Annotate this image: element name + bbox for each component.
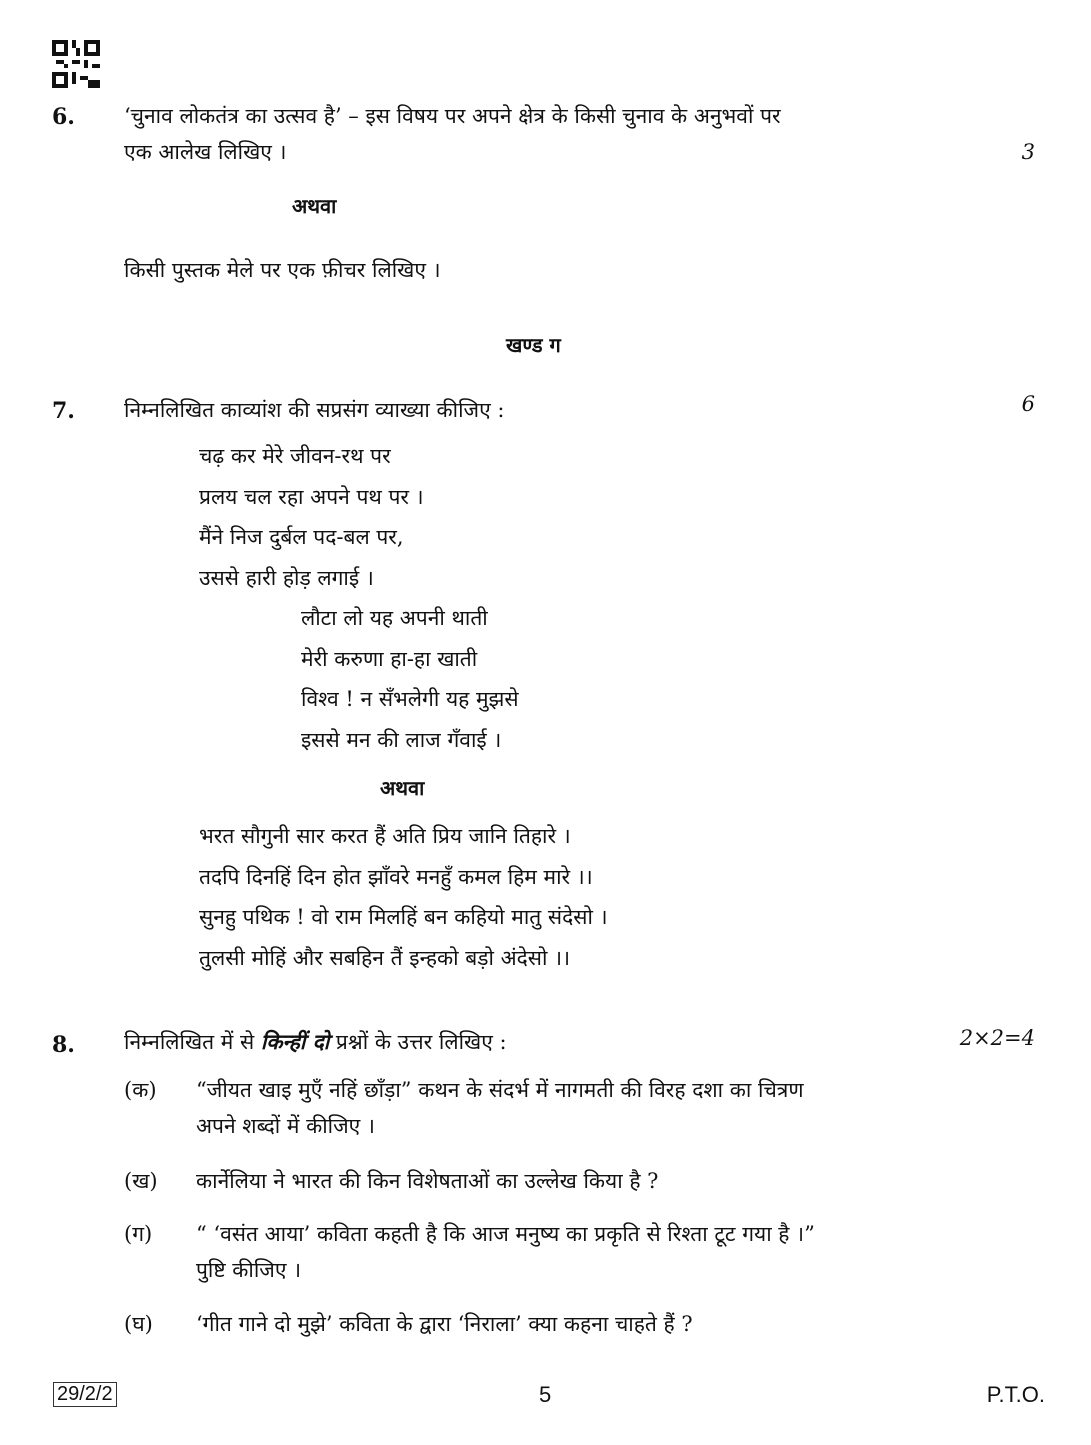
sub-question-line: पुष्टि कीजिए । bbox=[196, 1258, 302, 1282]
qr-code bbox=[52, 40, 100, 88]
question-number: 8. bbox=[52, 1032, 75, 1058]
sub-question-label: (क) bbox=[124, 1078, 157, 1102]
poem-line: मेरी करुणा हा-हा खाती bbox=[301, 646, 478, 671]
sub-question-gha bbox=[124, 1306, 994, 1342]
question-number: 7. bbox=[52, 398, 75, 424]
poem-line: प्रलय चल रहा अपने पथ पर । bbox=[199, 484, 424, 509]
question-8-prompt bbox=[124, 1024, 507, 1060]
sub-question-label: (घ) bbox=[124, 1312, 153, 1336]
question-6-alternative: किसी पुस्तक मेले पर एक फ़ीचर लिखिए । bbox=[124, 258, 441, 282]
question-8-prompt-end: प्रश्नों के उत्तर लिखिए : bbox=[335, 1030, 507, 1054]
poem-line: भरत सौगुनी सार करत हैं अति प्रिय जानि तिहारे । bbox=[199, 824, 571, 848]
section-heading: खण्ड ग bbox=[506, 333, 561, 357]
poem-line: उससे हारी होड़ लगाई । bbox=[199, 565, 374, 590]
page-number: 5 bbox=[539, 1382, 552, 1407]
or-heading: अथवा bbox=[380, 776, 425, 800]
poem-line: सुनहु पथिक ! वो राम मिलहिं बन कहियो मातु संदेसो । bbox=[199, 905, 608, 929]
sub-question-label: (ग) bbox=[124, 1222, 153, 1246]
poem-line: मैंने निज दुर्बल पद-बल पर, bbox=[199, 525, 404, 549]
sub-question-line: ‘गीत गाने दो मुझे’ कविता के द्वारा ‘निराला’ क्या कहना चाहते हैं ? bbox=[196, 1312, 693, 1336]
poem-line: तदपि दिनहिं दिन होत झाँवरे मनहुँ कमल हिम मारे ।। bbox=[199, 864, 593, 889]
sub-question-line: अपने शब्दों में कीजिए । bbox=[196, 1114, 375, 1138]
question-number: 6. bbox=[52, 104, 75, 130]
poem-line: इससे मन की लाज गँवाई । bbox=[301, 727, 502, 752]
question-8-prompt-start: निम्नलिखित में से bbox=[124, 1030, 255, 1054]
sub-question-line: “ ‘वसंत आया’ कविता कहती है कि आज मनुष्य का प्रकृति से रिश्ता टूट गया है ।” bbox=[196, 1222, 815, 1246]
poem-stanza-3 bbox=[199, 816, 608, 978]
or-heading: अथवा bbox=[292, 194, 337, 218]
poem-line: लौटा लो यह अपनी थाती bbox=[301, 606, 488, 630]
sub-question-line: कार्नेलिया ने भारत की किन विशेषताओं का उल्लेख किया है ? bbox=[196, 1169, 659, 1193]
sub-question-line: “जीयत खाइ मुएँ नहिं छाँड़ा” कथन के संदर्भ में नागमती की विरह दशा का चित्रण bbox=[196, 1078, 804, 1102]
poem-stanza-1 bbox=[199, 436, 424, 598]
sub-question-ka bbox=[124, 1072, 994, 1144]
pto-label: P.T.O. bbox=[986, 1382, 1045, 1407]
question-8-marks: 2×2=4 bbox=[959, 1026, 1035, 1050]
question-6-line-1: ‘चुनाव लोकतंत्र का उत्सव है’ – इस विषय पर अपने क्षेत्र के किसी चुनाव के अनुभवों पर bbox=[124, 104, 781, 128]
poem-stanza-2 bbox=[301, 598, 519, 760]
sub-question-ga bbox=[124, 1216, 994, 1288]
question-7-prompt: निम्नलिखित काव्यांश की सप्रसंग व्याख्या कीजिए : bbox=[124, 398, 505, 422]
question-7-marks: 6 bbox=[1021, 392, 1035, 416]
poem-line: तुलसी मोहिं और सबहिन तैं इन्हको बड़ो अंदेसो ।। bbox=[199, 945, 571, 970]
paper-code: 29/2/2 bbox=[53, 1382, 117, 1407]
question-6-marks: 3 bbox=[1021, 140, 1035, 164]
question-6-line-2: एक आलेख लिखिए । bbox=[124, 140, 287, 164]
sub-question-kha bbox=[124, 1163, 994, 1199]
sub-question-label: (ख) bbox=[124, 1169, 158, 1193]
question-6-text bbox=[124, 98, 994, 170]
poem-line: विश्व ! न सँभलेगी यह मुझसे bbox=[301, 687, 519, 711]
poem-line: चढ़ कर मेरे जीवन-रथ पर bbox=[199, 444, 391, 468]
question-8-emphasis: किन्हीं दो bbox=[260, 1029, 330, 1054]
